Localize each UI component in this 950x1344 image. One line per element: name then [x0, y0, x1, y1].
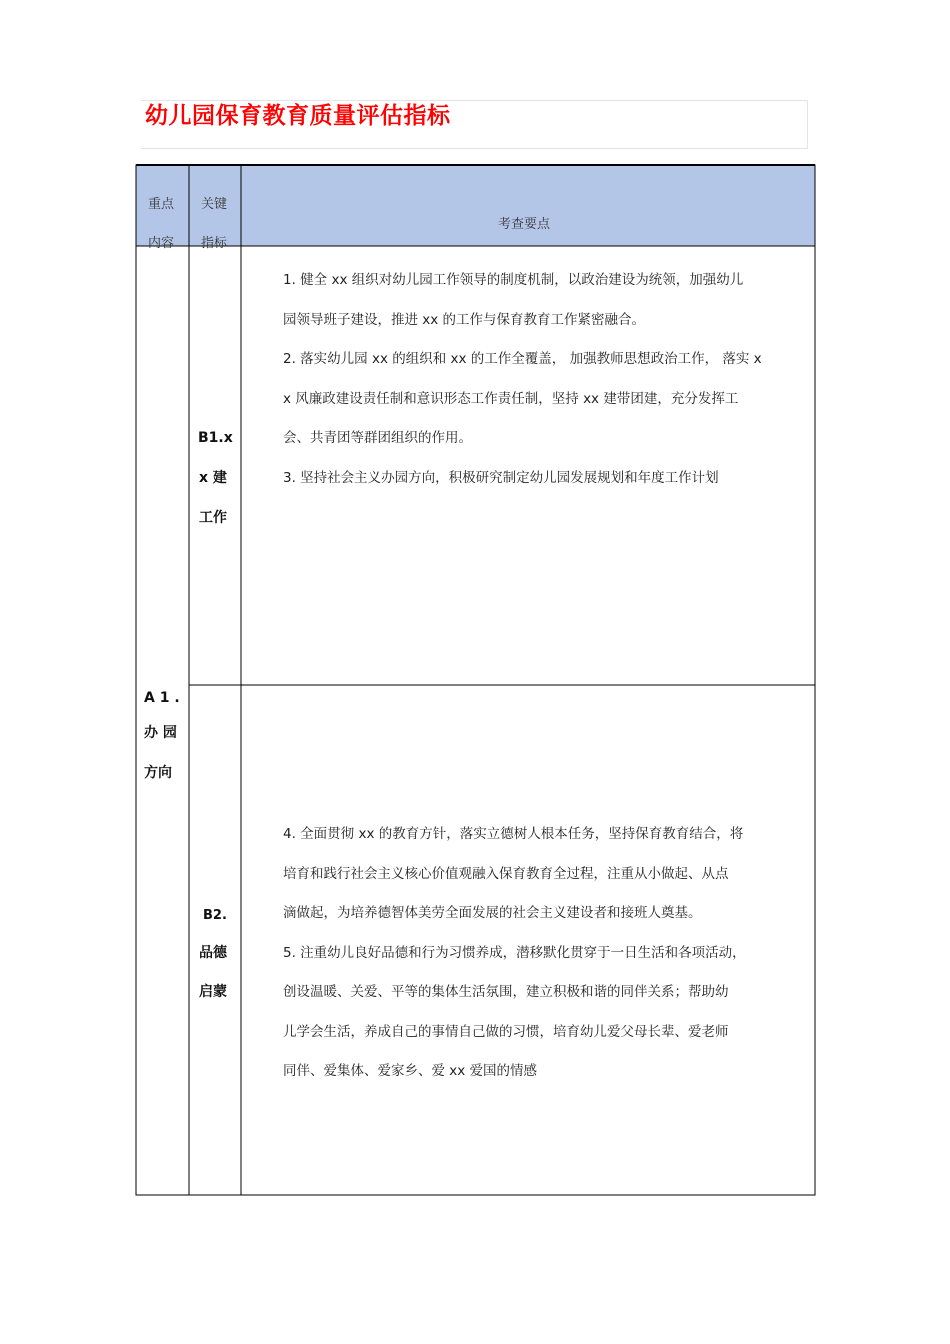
b1-point-line: 园领导班子建设，推进 xx 的工作与保育教育工作紧密融合。: [283, 312, 646, 328]
b1-point-line: 会、共青团等群团组织的作用。: [283, 430, 472, 446]
b1-point-line: 1. 健全 xx 组织对幼儿园工作领导的制度机制，以政治建设为统领，加强幼儿: [283, 272, 744, 288]
a1-label-line2: 办 园: [144, 725, 177, 741]
b1-point-line: 3. 坚持社会主义办园方向，积极研究制定幼儿园发展规划和年度工作计划: [283, 470, 719, 486]
header-col2-line1: 关键: [201, 197, 228, 212]
header-col1-line2: 内容: [148, 236, 175, 251]
header-background: [136, 166, 815, 246]
b2-point-line: 5. 注重幼儿良好品德和行为习惯养成，潜移默化贯穿于一日生活和各项活动，: [283, 945, 746, 961]
page-title: 幼儿园保育教育质量评估指标: [145, 103, 451, 129]
b1-label-line3: 工作: [199, 510, 227, 526]
b2-point-line: 同伴、爱集体、爱家乡、爱 xx 爱国的情感: [283, 1063, 538, 1079]
b2-label-line3: 启蒙: [199, 984, 227, 1000]
b1-label-line1: B1.x: [198, 430, 233, 446]
b1-point-line: x 风廉政建设责任制和意识形态工作责任制，坚持 xx 建带团建，充分发挥工: [283, 391, 739, 407]
b1-point-line: 2. 落实幼儿园 xx 的组织和 xx 的工作全覆盖， 加强教师思想政治工作， 落实 x: [283, 351, 762, 367]
header-col3: 考查要点: [498, 217, 551, 232]
b2-point-line: 儿学会生活，养成自己的事情自己做的习惯，培育幼儿爱父母长辈、爱老师: [283, 1024, 729, 1040]
a1-label-line3: 方向: [144, 765, 172, 781]
b2-label-line2: 品德: [199, 945, 227, 961]
b2-point-line: 培育和践行社会主义核心价值观融入保育教育全过程，注重从小做起、从点: [283, 866, 729, 882]
b1-label-line2: x 建: [199, 470, 227, 486]
b2-label-line1: B2.: [203, 908, 227, 923]
header-col1-line1: 重点: [148, 197, 175, 212]
b2-point-line: 滴做起，为培养德智体美劳全面发展的社会主义建设者和接班人奠基。: [283, 905, 702, 921]
b2-point-line: 创设温暖、关爱、平等的集体生活氛围，建立积极和谐的同伴关系；帮助幼: [283, 984, 729, 1000]
header-col2-line2: 指标: [201, 236, 228, 251]
b2-point-line: 4. 全面贯彻 xx 的教育方针，落实立德树人根本任务，坚持保育教育结合，将: [283, 826, 744, 842]
a1-label-line1: A 1 .: [144, 690, 180, 706]
